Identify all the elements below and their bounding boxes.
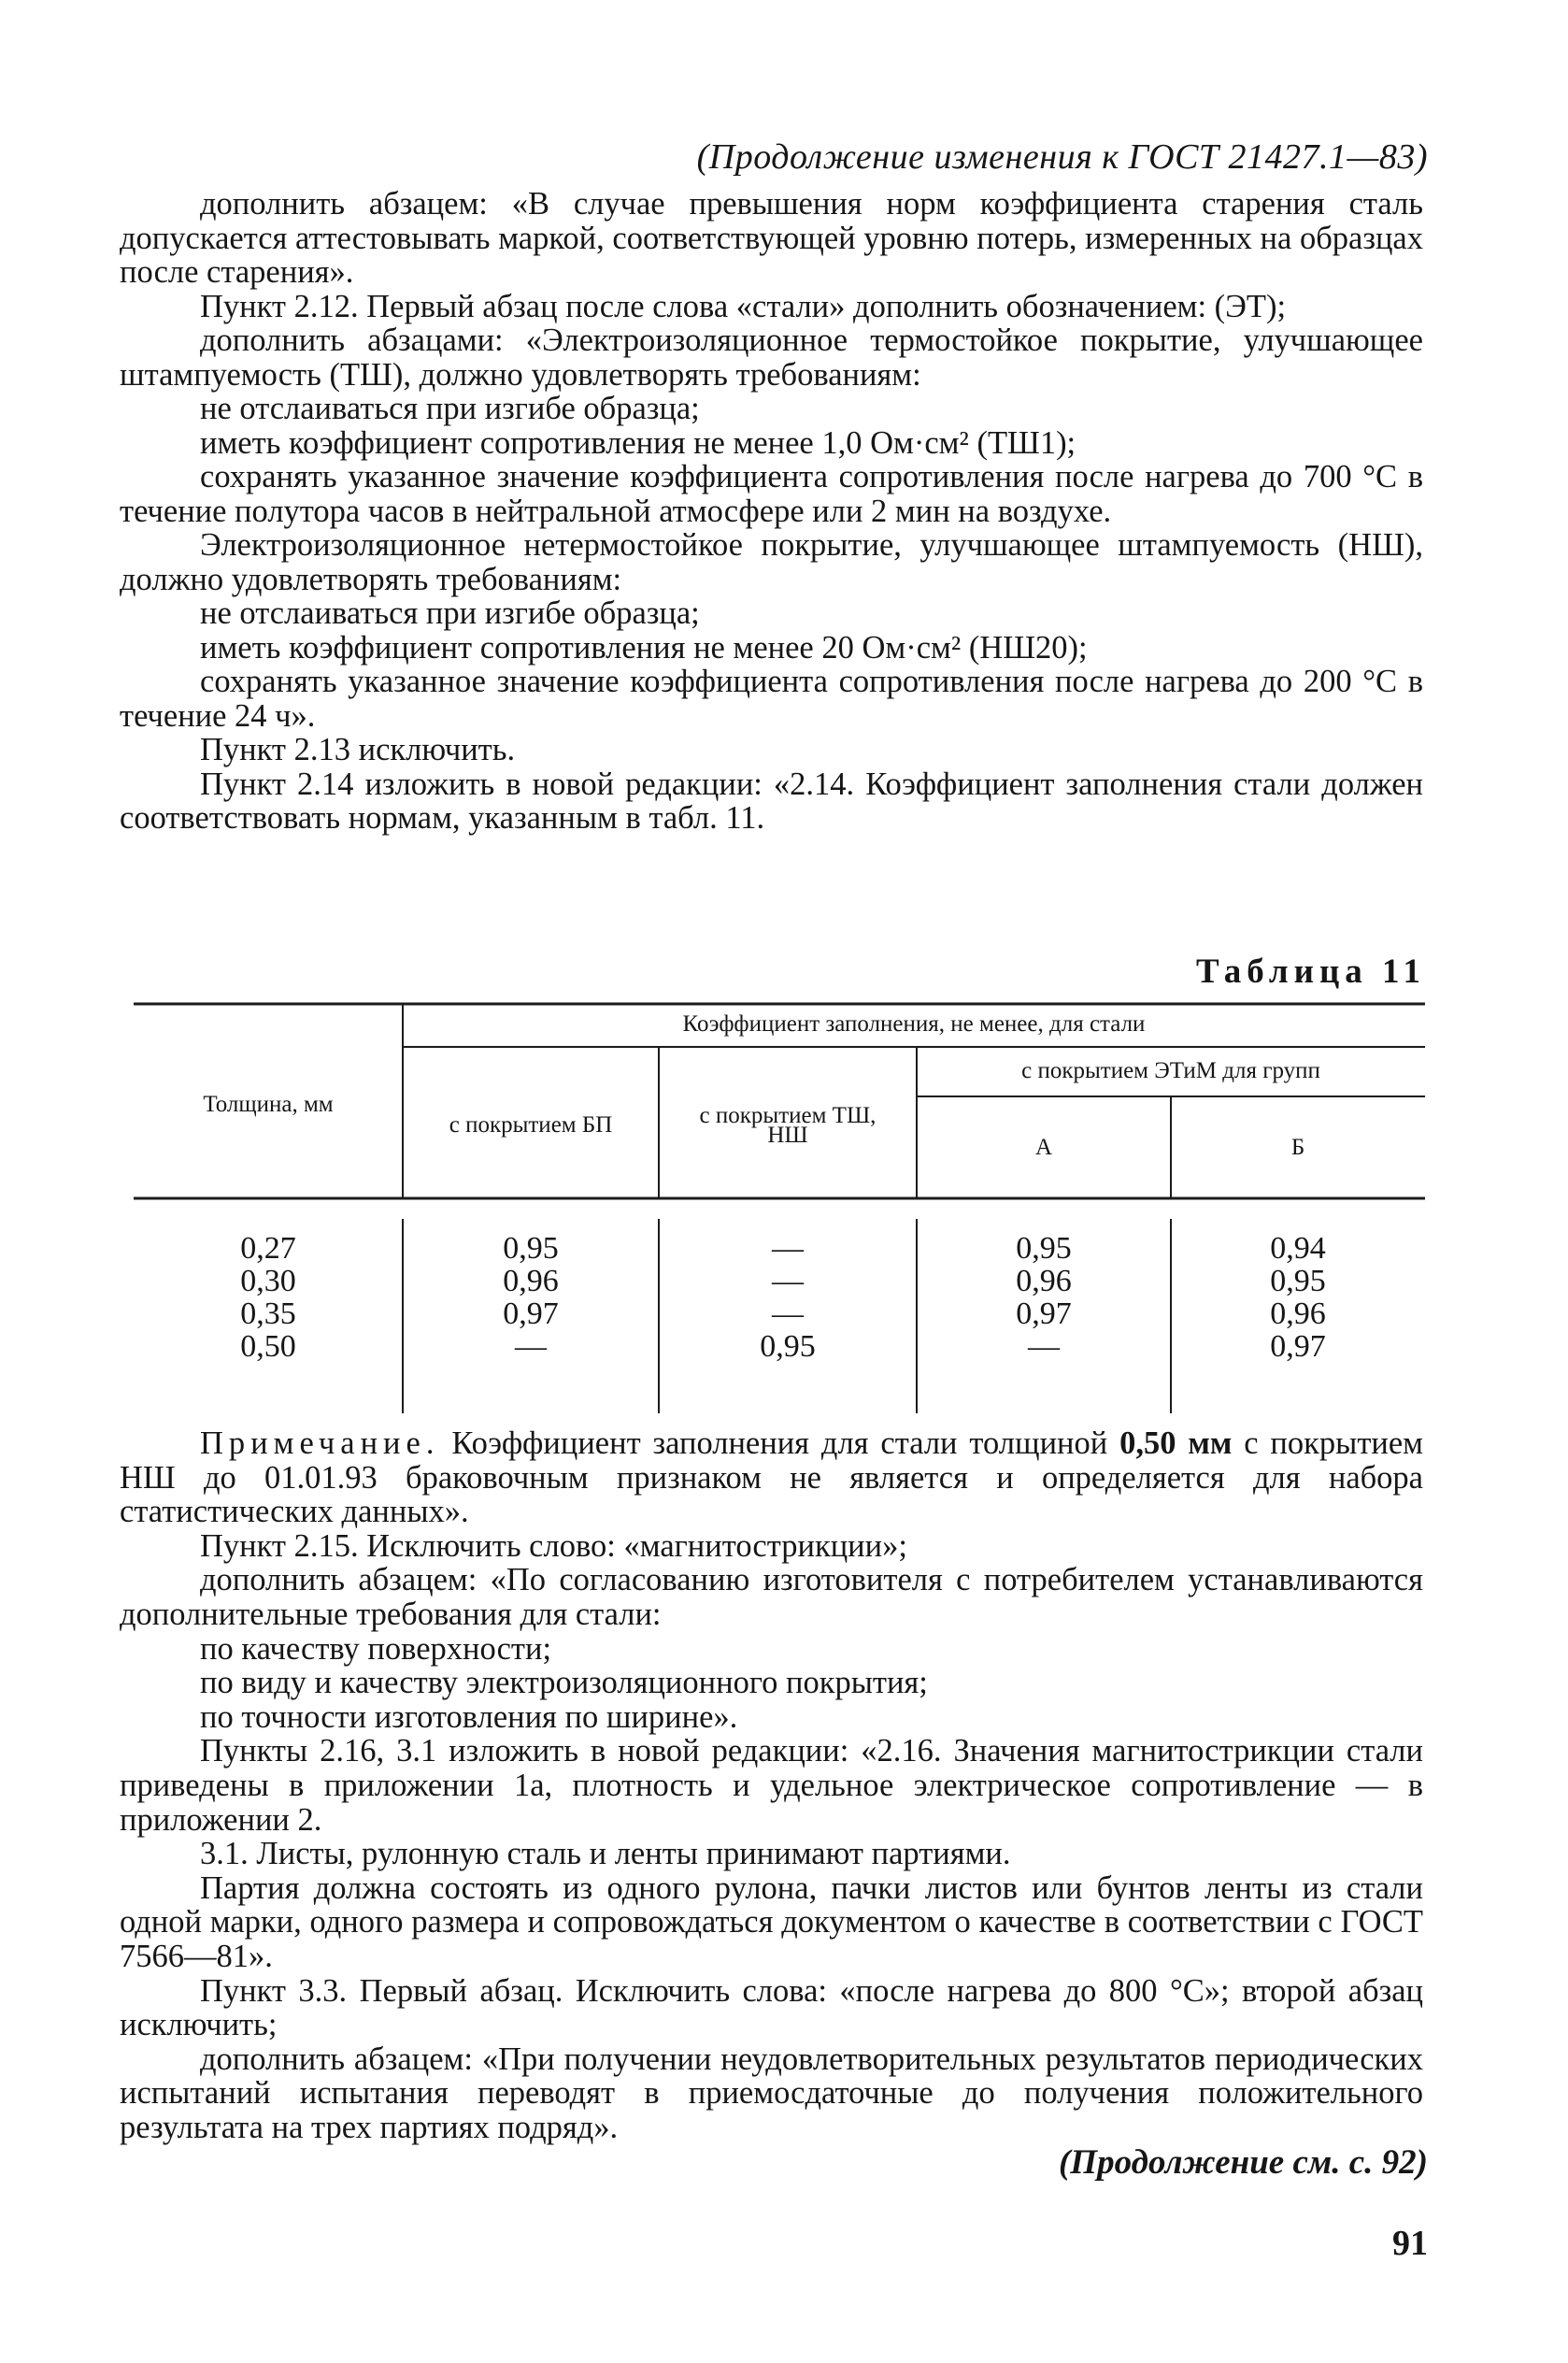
note-bold: 0,50 мм — [1119, 1425, 1233, 1461]
header-tsh-line1: с покрытием ТШ, — [699, 1103, 877, 1128]
table-note — [120, 1426, 1423, 1529]
body-text-top — [120, 187, 1423, 836]
paragraph: сохранять указанное значение коэффициента сопротивления после нагрева до 700 °С в течение полутора часов в нейтральной атмосфере или 2 мин на воздухе. — [120, 459, 1423, 529]
cell-b: 0,96 — [1270, 1296, 1326, 1331]
cell-thickness: 0,35 — [240, 1296, 296, 1331]
cell-thickness: 0,30 — [240, 1264, 296, 1298]
header-bp: с покрытием БП — [449, 1112, 613, 1138]
paragraph: не отслаиваться при изгибе образца; — [200, 391, 700, 426]
header-group: Коэффициент заполнения, не менее, для стали — [682, 1011, 1146, 1037]
cell-thickness: 0,27 — [240, 1231, 296, 1266]
header-tsh-line2: НШ — [767, 1123, 808, 1148]
cell-b: 0,95 — [1270, 1264, 1326, 1298]
paragraph: по качеству поверхности; — [200, 1630, 552, 1667]
cell-bp: 0,96 — [503, 1264, 559, 1298]
body-text-bottom — [120, 1426, 1423, 2144]
paragraph: Пункт 2.15. Исключить слово: «магнитострикции»; — [200, 1527, 907, 1564]
paragraph: Пункт 2.14 изложить в новой редакции: «2.14. Коэффициент заполнения стали должен соответствовать нормам, указанным в табл. 11. — [120, 766, 1423, 836]
paragraph: дополнить абзацами: «Электроизоляционное термостойкое покрытие, улучшающее штампуемость (ТШ), должно удовлетворять требованиям: — [120, 322, 1423, 393]
cell-bp: — — [515, 1329, 547, 1364]
cell-a: 0,95 — [1016, 1231, 1072, 1266]
paragraph: по точности изготовления по ширине». — [200, 1698, 738, 1735]
paragraph: иметь коэффициент сопротивления не менее 1,0 Ом·см² (ТШ1); — [200, 424, 1076, 461]
data-table — [134, 1002, 1425, 1415]
continuation-note: (Продолжение см. с. 92) — [1058, 2143, 1428, 2182]
cell-a: — — [1028, 1329, 1060, 1364]
page-number: 91 — [1392, 2224, 1428, 2263]
cell-tsh: — — [772, 1296, 804, 1331]
cell-bp: 0,97 — [503, 1296, 559, 1331]
paragraph: Пункт 3.3. Первый абзац. Исключить слова: «после нагрева до 800 °С»; второй абзац исключить; — [120, 1972, 1423, 2043]
cell-tsh: — — [772, 1264, 804, 1298]
cell-a: 0,96 — [1016, 1264, 1072, 1298]
paragraph: иметь коэффициент сопротивления не менее 20 Ом·см² (НШ20); — [200, 629, 1088, 666]
cell-tsh: — — [772, 1231, 804, 1266]
cell-bp: 0,95 — [503, 1231, 559, 1266]
paragraph: Партия должна состоять из одного рулона, пачки листов или бунтов ленты из стали одной марки, одного размера и сопровождаться документом о качестве в соответствии с ГОСТ 7566—81». — [120, 1869, 1423, 1974]
cell-b: 0,94 — [1270, 1231, 1326, 1266]
running-header: (Продолжение изменения к ГОСТ 21427.1—83) — [696, 137, 1428, 177]
header-etim: с покрытием ЭТиМ для групп — [1021, 1058, 1320, 1083]
note-text: Коэффициент заполнения для стали толщиной — [439, 1425, 1120, 1461]
paragraph: 3.1. Листы, рулонную сталь и ленты принимают партиями. — [200, 1836, 1011, 1872]
header-group-b: Б — [1290, 1135, 1305, 1160]
paragraph: по виду и качеству электроизоляционного покрытия; — [200, 1665, 928, 1701]
paragraph: сохранять указанное значение коэффициента сопротивления после нагрева до 200 °С в течение 24 ч». — [120, 664, 1423, 734]
paragraph: Пункты 2.16, 3.1 изложить в новой редакции: «2.16. Значения магнитострикции стали приведены в приложении 1а, плотность и удельное электрическое сопротивление — в приложении 2. — [120, 1733, 1423, 1838]
note-label: Примечание. — [200, 1425, 440, 1461]
cell-b: 0,97 — [1270, 1329, 1326, 1364]
cell-thickness: 0,50 — [240, 1329, 296, 1364]
paragraph: не отслаиваться при изгибе образца; — [200, 595, 700, 631]
paragraph: дополнить абзацем: «В случае превышения норм коэффициента старения сталь допускается аттестовывать маркой, соответствующей уровню потерь, измеренных на образцах после старения». — [120, 186, 1423, 290]
cell-a: 0,97 — [1016, 1296, 1072, 1331]
header-group-a: А — [1034, 1135, 1053, 1160]
note-text-end: с покрытием НШ до 01.01.93 браковочным признаком не является и определяется для набора статистических данных». — [120, 1425, 1424, 1530]
paragraph: Пункт 2.12. Первый абзац после слова «стали» дополнить обозначением: (ЭТ); — [200, 288, 1287, 324]
header-thickness: Толщина, мм — [203, 1092, 334, 1117]
paragraph: дополнить абзацем: «При получении неудовлетворительных результатов периодических испытаний испытания переводят в приемосдаточные до получения положительного результата на трех партиях подряд». — [120, 2041, 1423, 2145]
paragraph: Пункт 2.13 исключить. — [200, 732, 516, 767]
header-tsh — [659, 1103, 917, 1148]
table-caption: Таблица 11 — [1196, 952, 1426, 991]
paragraph: дополнить абзацем: «По согласованию изготовителя с потребителем устанавливаются дополнительные требования для стали: — [120, 1562, 1423, 1632]
cell-tsh: 0,95 — [760, 1329, 816, 1364]
paragraph: Электроизоляционное нетермостойкое покрытие, улучшающее штампуемость (НШ), должно удовлетворять требованиям: — [120, 527, 1423, 597]
